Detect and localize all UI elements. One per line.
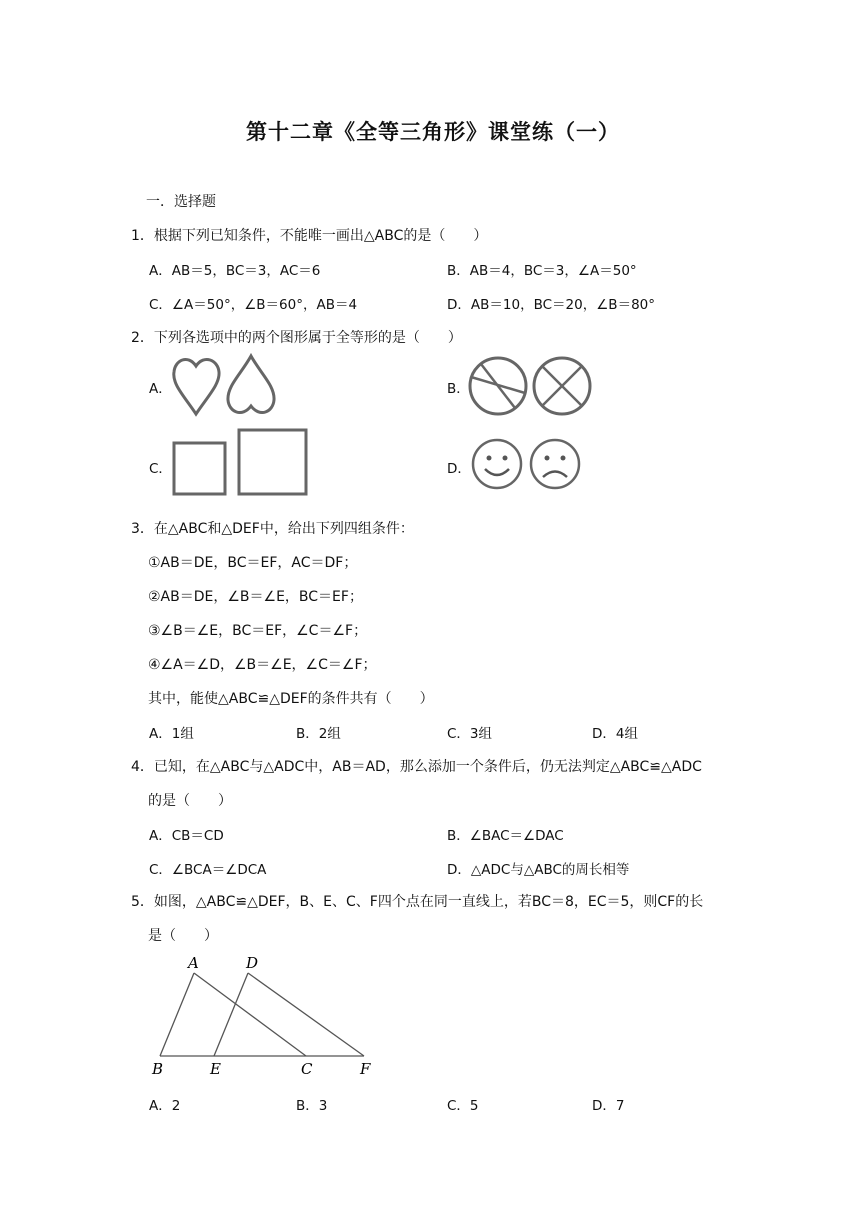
circle-left-chord-2 xyxy=(481,364,515,408)
small-square xyxy=(174,443,225,494)
q3-option-a[interactable]: A．1组 xyxy=(149,726,194,742)
q1-option-d[interactable]: D．AB＝10，BC＝20，∠B＝80° xyxy=(447,297,655,313)
smiley-face xyxy=(473,440,521,488)
q2-option-a[interactable]: A． xyxy=(149,381,172,397)
q3-option-c[interactable]: C．3组 xyxy=(447,726,493,742)
question-2-stem: 2．下列各选项中的两个图形属于全等形的是（ ） xyxy=(131,330,462,346)
q2-option-b-circles-figure xyxy=(467,355,597,419)
label-c: C xyxy=(301,1060,313,1078)
question-1-stem: 1．根据下列已知条件，不能唯一画出△ABC的是（ ） xyxy=(131,228,488,244)
q2-option-c[interactable]: C． xyxy=(149,461,172,477)
sad-face xyxy=(531,440,579,488)
q5-option-d[interactable]: D．7 xyxy=(592,1098,625,1114)
q4-option-b[interactable]: B．∠BAC＝∠DAC xyxy=(447,828,564,844)
label-b: B xyxy=(152,1060,164,1078)
q3-question: 其中，能使△ABC≌△DEF的条件共有（ ） xyxy=(148,691,434,707)
question-5-stem-line2: 是（ ） xyxy=(148,928,218,944)
q3-condition-3: ③∠B＝∠E，BC＝EF，∠C＝∠F； xyxy=(148,623,368,639)
page-title: 第十二章《全等三角形》课堂练（一） xyxy=(246,120,620,144)
segment-de xyxy=(214,973,248,1056)
question-5-stem-line1: 5．如图，△ABC≌△DEF，B、E、C、F四个点在同一直线上，若BC＝8，EC＝5，则CF的长 xyxy=(131,894,704,910)
q3-condition-1: ①AB＝DE，BC＝EF，AC＝DF； xyxy=(148,555,358,571)
q5-option-c[interactable]: C．5 xyxy=(447,1098,479,1114)
q5-option-a[interactable]: A．2 xyxy=(149,1098,181,1114)
q3-condition-2: ②AB＝DE，∠B＝∠E，BC＝EF； xyxy=(148,589,363,605)
q4-option-d[interactable]: D．△ADC与△ABC的周长相等 xyxy=(447,862,630,878)
question-4-stem-line1: 4．已知，在△ABC与△ADC中，AB＝AD，那么添加一个条件后，仍无法判定△ABC≌△ADC xyxy=(131,759,702,775)
label-a: A xyxy=(188,954,199,972)
q3-condition-4: ④∠A＝∠D，∠B＝∠E，∠C＝∠F； xyxy=(148,657,377,673)
label-f: F xyxy=(360,1060,371,1078)
segment-ac xyxy=(194,973,306,1056)
segment-df xyxy=(248,973,364,1056)
q2-option-d[interactable]: D． xyxy=(447,461,471,477)
q1-option-a[interactable]: A．AB＝5，BC＝3，AC＝6 xyxy=(149,263,321,279)
question-3-stem: 3．在△ABC和△DEF中，给出下列四组条件： xyxy=(131,521,414,537)
q1-option-c[interactable]: C．∠A＝50°，∠B＝60°，AB＝4 xyxy=(149,297,358,313)
q5-option-b[interactable]: B．3 xyxy=(296,1098,328,1114)
label-e: E xyxy=(210,1060,221,1078)
question-4-stem-line2: 的是（ ） xyxy=(148,793,232,809)
section-heading: 一．选择题 xyxy=(146,194,216,210)
inverted-heart-shape xyxy=(228,356,274,413)
q2-option-a-hearts-figure xyxy=(170,352,280,422)
q1-option-b[interactable]: B．AB＝4，BC＝3，∠A＝50° xyxy=(447,263,637,279)
q3-option-d[interactable]: D．4组 xyxy=(592,726,638,742)
q4-option-c[interactable]: C．∠BCA＝∠DCA xyxy=(149,862,267,878)
q2-option-c-squares-figure xyxy=(172,428,312,498)
q5-triangles-figure xyxy=(148,955,388,1085)
q4-option-a[interactable]: A．CB＝CD xyxy=(149,828,224,844)
q3-option-b[interactable]: B．2组 xyxy=(296,726,341,742)
label-d: D xyxy=(246,954,259,972)
heart-shape xyxy=(174,359,219,414)
q2-option-b[interactable]: B． xyxy=(447,381,470,397)
q2-option-d-faces-figure xyxy=(470,437,585,493)
segment-ab xyxy=(160,973,194,1056)
large-square xyxy=(239,430,306,494)
